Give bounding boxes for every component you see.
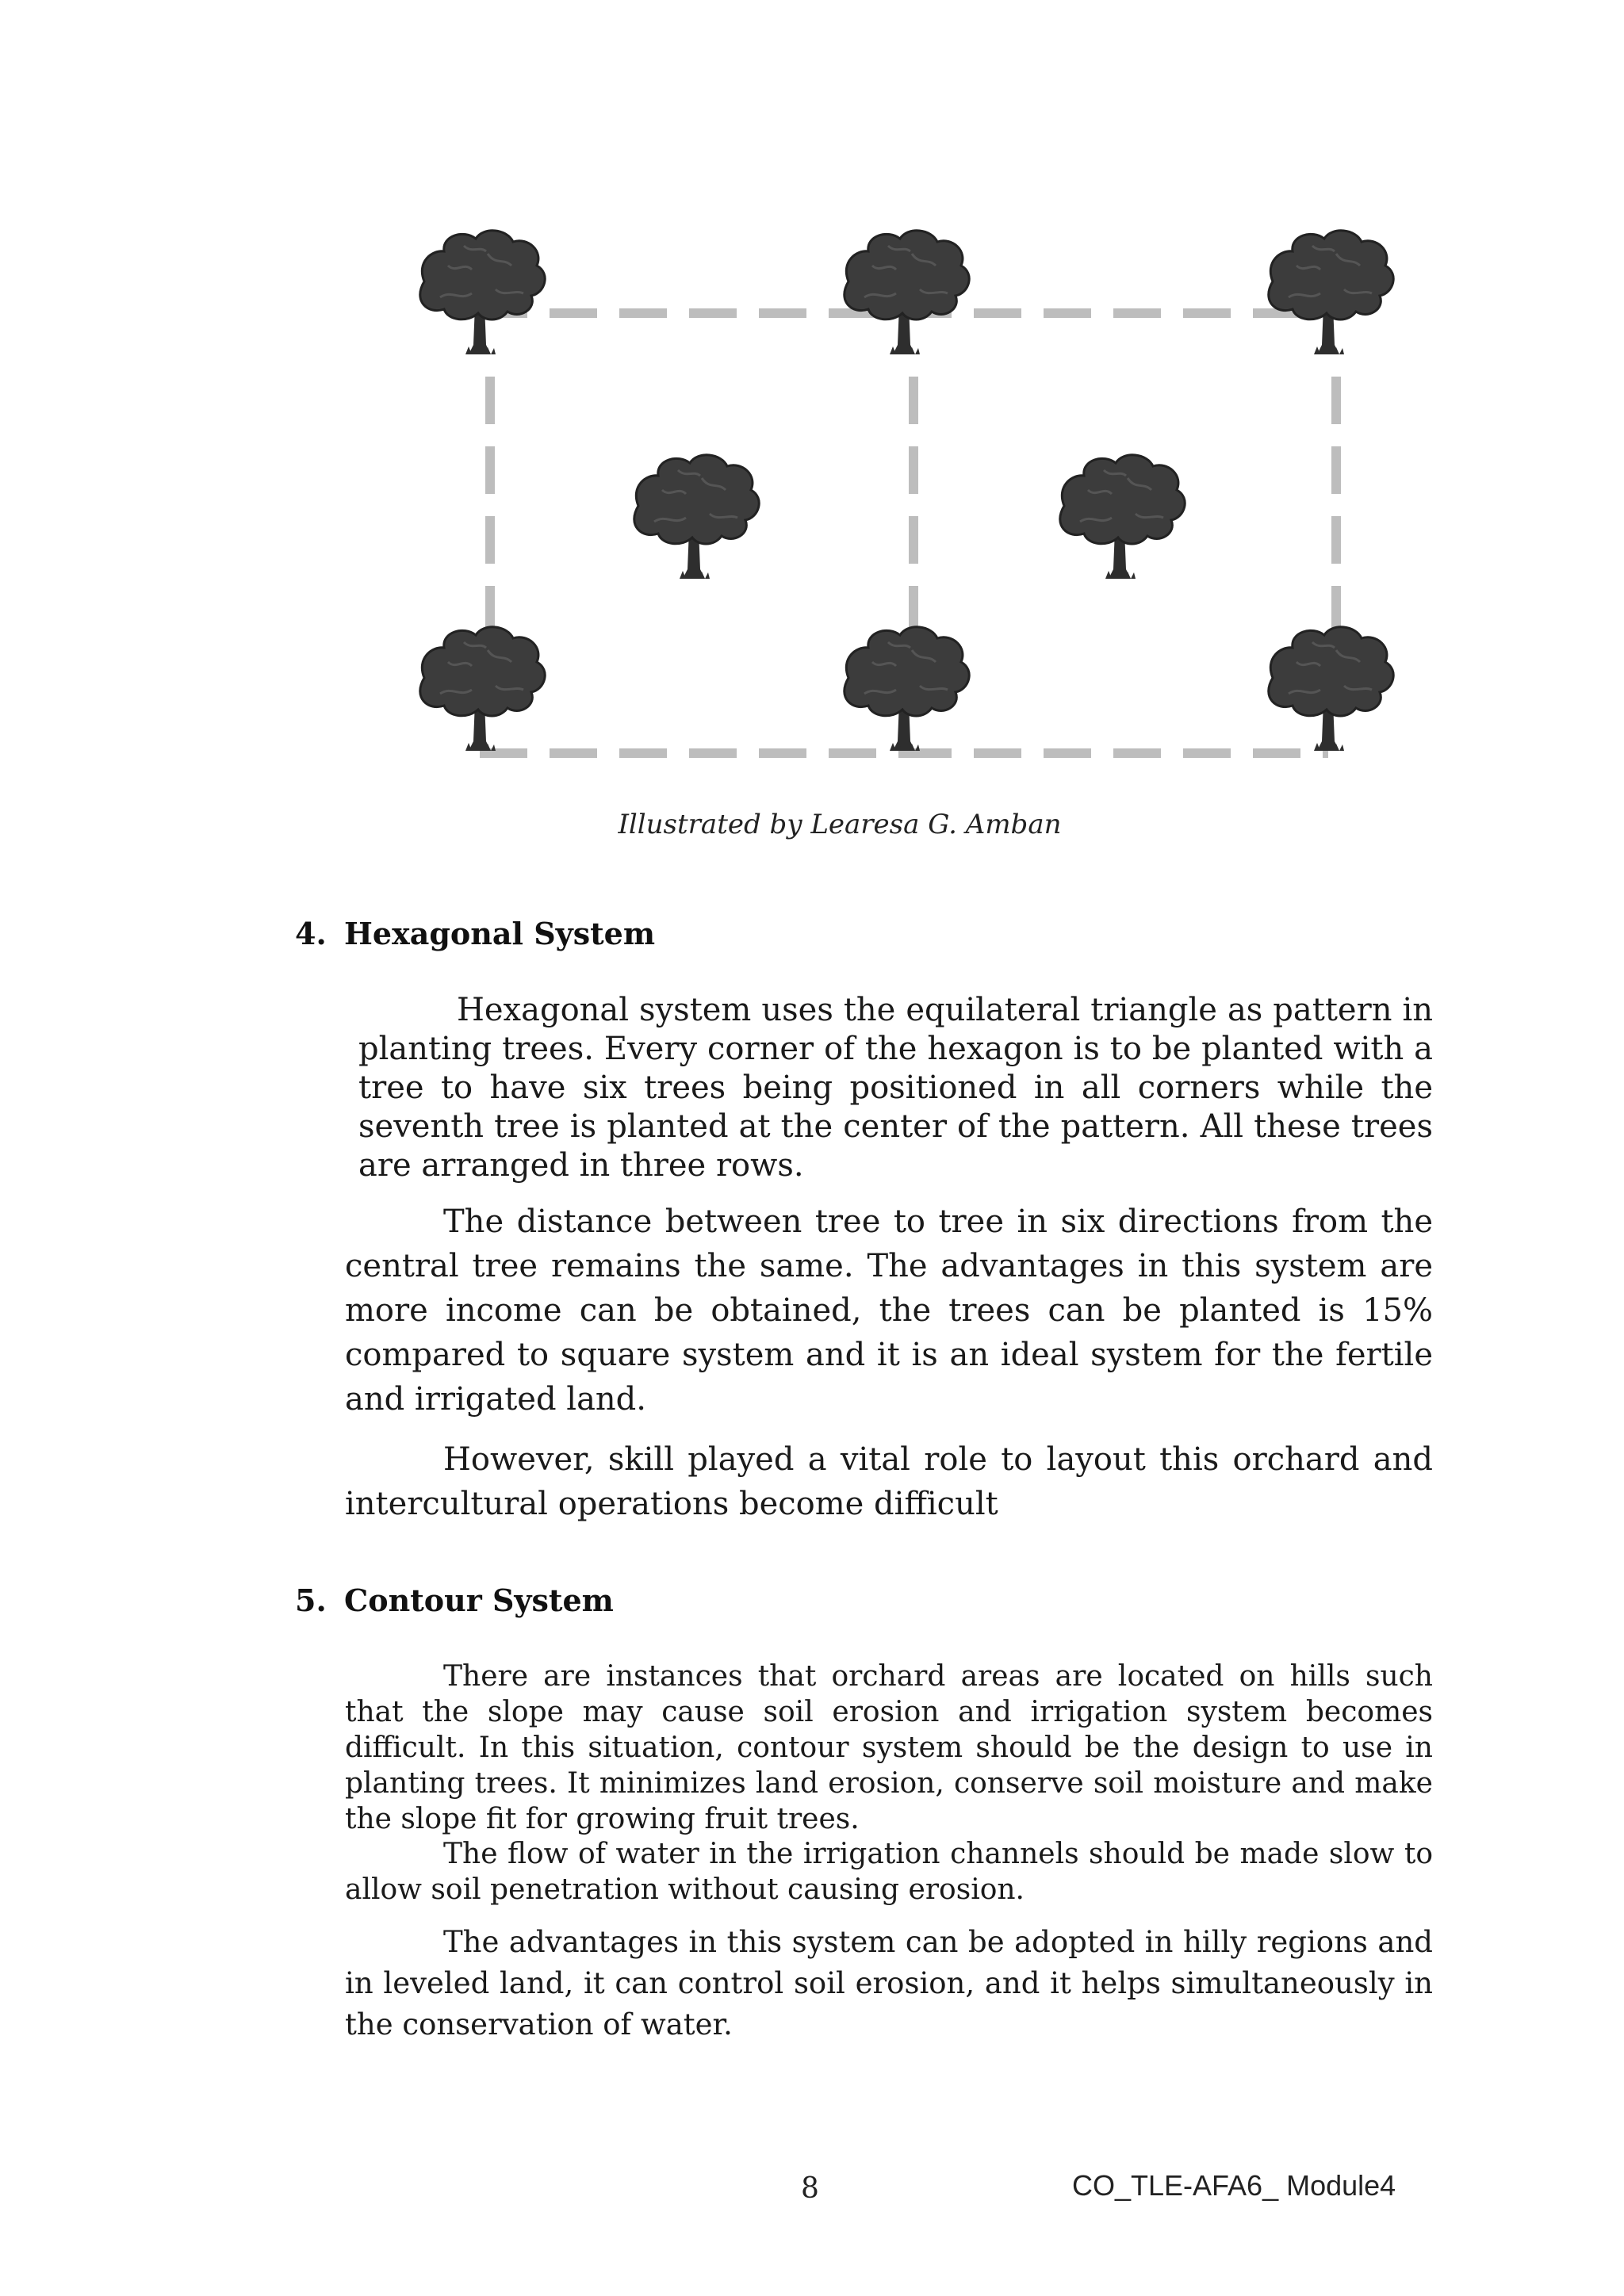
figure-caption: Illustrated by Learesa G. Amban bbox=[618, 809, 1062, 840]
page-number: 8 bbox=[801, 2172, 819, 2205]
paragraph: There are instances that orchard areas are located on hills such that the slope may cause soil erosion and irrigation system becomes difficult. In this situation, contour system should be the design to use in planting trees. It minimizes land erosion, conserve soil moisture and make the slope fit for growing fruit trees. bbox=[345, 1660, 1433, 1835]
tree-icon bbox=[1060, 455, 1185, 579]
section-title: Hexagonal System bbox=[344, 916, 656, 951]
paragraph: The flow of water in the irrigation channels should be made slow to allow soil penetration without causing erosion. bbox=[345, 1838, 1433, 1906]
tree-icon bbox=[845, 231, 969, 354]
section-title: Contour System bbox=[344, 1582, 614, 1618]
section-heading-contour bbox=[295, 1582, 614, 1618]
module-label: CO_TLE-AFA6_ Module4 bbox=[1072, 2169, 1396, 2202]
tree-icon bbox=[1269, 627, 1393, 751]
paragraph: Hexagonal system uses the equilateral triangle as pattern in planting trees. Every corner of the hexagon is to be planted with a tree to have six trees being positioned in all corners while the seventh tree is planted at the center of the pattern. All these trees are arranged in three rows. bbox=[358, 992, 1433, 1184]
tree-icon bbox=[634, 455, 759, 579]
paragraph: The advantages in this system can be adopted in hilly regions and in leveled land, it can control soil erosion, and it helps simultaneously in the conservation of water. bbox=[345, 1925, 1433, 2042]
section-number: 4. bbox=[295, 916, 327, 951]
quincunx-planting-illustration bbox=[396, 222, 1427, 809]
planting-diagram-svg bbox=[396, 222, 1427, 809]
tree-icon bbox=[420, 231, 545, 354]
tree-icon bbox=[845, 627, 969, 751]
tree-icon bbox=[420, 627, 545, 751]
tree-icon bbox=[1269, 231, 1393, 354]
section-heading-hexagonal bbox=[295, 916, 655, 951]
paragraph: The distance between tree to tree in six directions from the central tree remains the same. The advantages in this system are more income can be obtained, the trees can be planted is 15% compared to square system and it is an ideal system for the fertile and irrigated land. bbox=[345, 1203, 1433, 1418]
section-number: 5. bbox=[295, 1582, 327, 1618]
paragraph: However, skill played a vital role to layout this orchard and intercultural operations become difficult bbox=[345, 1441, 1433, 1522]
